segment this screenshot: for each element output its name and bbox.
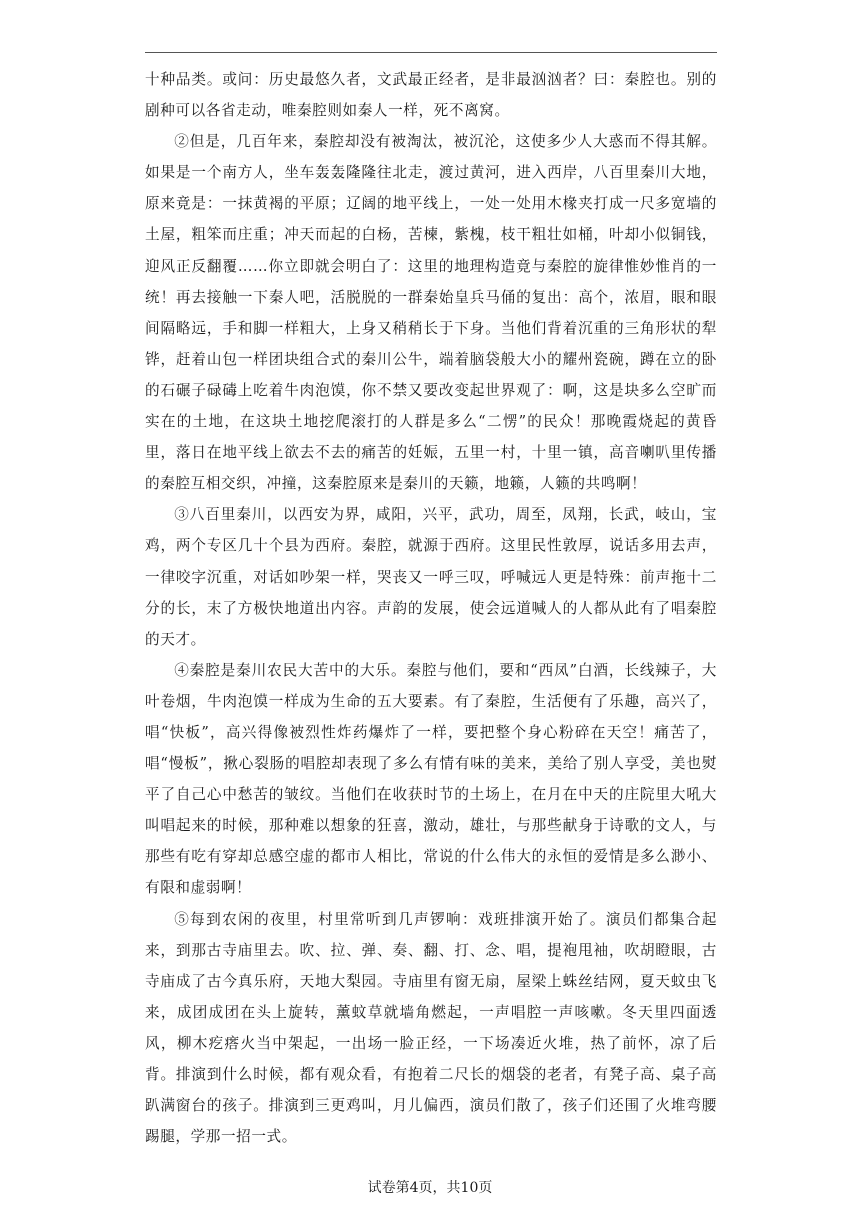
article-body <box>145 64 717 1152</box>
header-rule <box>145 52 717 53</box>
paragraph-4: ④秦腔是秦川农民大苦中的大乐。秦腔与他们，要和“西凤”白酒，长线辣子，大叶卷烟，牛肉泡馍一样成为生命的五大要素。有了秦腔，生活便有了乐趣，高兴了，唱“快板”，高兴得像被烈性炸药爆炸了一样，要把整个身心粉碎在天空！痛苦了，唱“慢板”，揪心裂肠的唱腔却表现了多么有情有味的美来，美给了别人享受，美也熨平了自己心中愁苦的皱纹。当他们在收获时节的土场上，在月在中天的庄院里大吼大叫唱起来的时候，那种难以想象的狂喜，激动，雄壮，与那些献身于诗歌的文人，与那些有吃有穿却总感空虚的都市人相比，常说的什么伟大的永恒的爱情是多么渺小、有限和虚弱啊！ <box>145 661 717 897</box>
paragraph-2: ②但是，几百年来，秦腔却没有被淘汰，被沉沦，这使多少人大惑而不得其解。如果是一个南方人，坐车轰轰隆隆往北走，渡过黄河，进入西岸，八百里秦川大地，原来竟是：一抹黄褐的平原；辽阔的地平线上，一处一处用木椽夹打成一尺多宽墙的土屋，粗笨而庄重；冲天而起的白杨，苦楝，紫槐，枝干粗壮如桶，叶却小似铜钱，迎风正反翻覆……你立即就会明白了：这里的地理构造竟与秦腔的旋律惟妙惟肖的一统！再去接触一下秦人吧，活脱脱的一群秦始皇兵马俑的复出：高个，浓眉，眼和眼间隔略远，手和脚一样粗大，上身又稍稍长于下身。当他们背着沉重的三角形状的犁铧，赶着山包一样团块组合式的秦川公牛，端着脑袋般大小的耀州瓷碗，蹲在立的卧的石碾子碌碡上吃着牛肉泡馍，你不禁又要改变起世界观了：啊，这是块多么空旷而实在的土地，在这块土地挖爬滚打的人群是多么“二愣”的民众！那晚霞烧起的黄昏里，落日在地平线上欲去不去的痛苦的妊娠，五里一村，十里一镇，高音喇叭里传播的秦腔互相交织，冲撞，这秦腔原来是秦川的天籁，地籁，人籁的共鸣啊！ <box>145 133 717 493</box>
paragraph-continuation: 十种品类。或问：历史最悠久者，文武最正经者，是非最汹汹者？曰：秦腔也。别的剧种可以各省走动，唯秦腔则如秦人一样，死不离窝。 <box>145 71 717 120</box>
paragraph-5: ⑤每到农闲的夜里，村里常听到几声锣响：戏班排演开始了。演员们都集合起来，到那古寺庙里去。吹、拉、弹、奏、翻、打、念、唱，提袍甩袖，吹胡瞪眼，古寺庙成了古今真乐府，天地大梨园。寺庙里有窗无扇，屋梁上蛛丝结网，夏天蚊虫飞来，成团成团在头上旋转，薰蚊草就墙角燃起，一声唱腔一声咳嗽。冬天里四面透风，柳木疙瘩火当中架起，一出场一脸正经，一下场凑近火堆，热了前怀，凉了后背。排演到什么时候，都有观众看，有抱着二尺长的烟袋的老者，有凳子高、桌子高趴满窗台的孩子。排演到三更鸡叫，月儿偏西，演员们散了，孩子们还围了火堆弯腰踢腿，学那一招一式。 <box>145 910 717 1146</box>
paragraph-3: ③八百里秦川，以西安为界，咸阳，兴平，武功，周至，凤翔，长武，岐山，宝鸡，两个专区几十个县为西府。秦腔，就源于西府。这里民性敦厚，说话多用去声，一律咬字沉重，对话如吵架一样，哭丧又一呼三叹，呼喊远人更是特殊：前声拖十二分的长，末了方极快地道出内容。声韵的发展，使会远道喊人的人都从此有了唱秦腔的天才。 <box>145 506 717 648</box>
page-footer: 试卷第4页，共10页 <box>367 1180 493 1196</box>
